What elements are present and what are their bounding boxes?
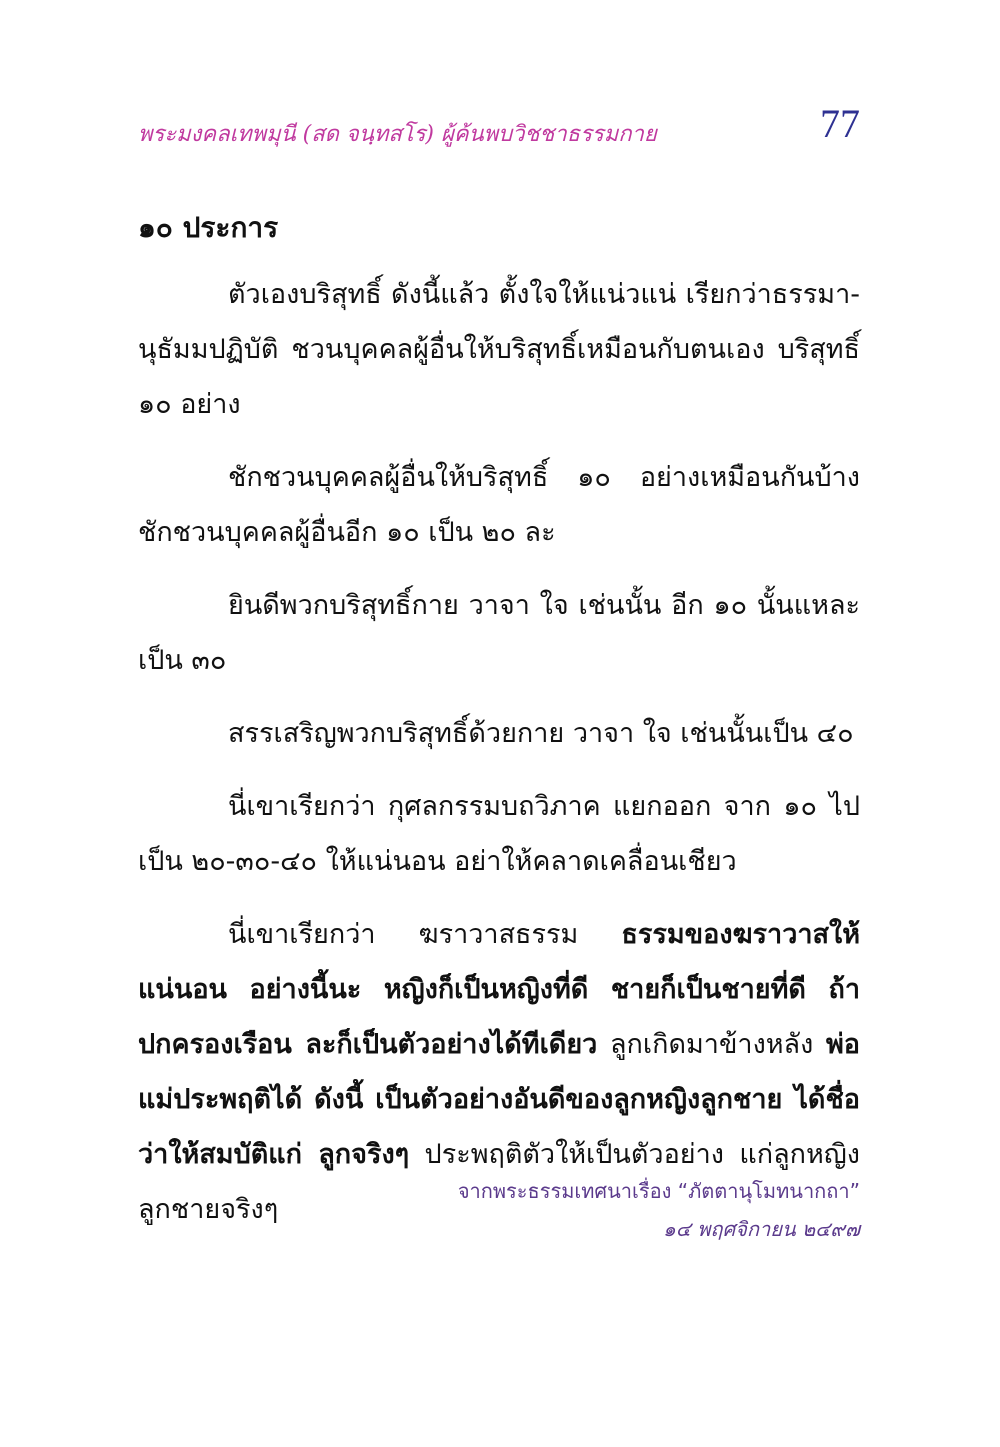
paragraph-6-text-2: ลูกเกิดมาข้างหลัง	[597, 1029, 826, 1060]
page-number: 77	[820, 101, 860, 146]
citation-source: จากพระธรรมเทศนาเรื่อง “ภัตตานุโมทนากถา”	[457, 1179, 860, 1203]
paragraph-6-bold-1: ธรรมของฆราวาสให้แน่นอน อย่างนี้นะ หญิงก็เป็นหญิงที่ดี ชายก็เป็นชายที่ดี ถ้าปกครองเรือน ละก็เป็นตัวอย่างได้ทีเดียว	[138, 919, 860, 1060]
section-heading: ๑๐ ประการ	[138, 211, 279, 244]
running-header-title: พระมงคลเทพมุนี (สด จนฺทสโร) ผู้ค้นพบวิชชาธรรมกาย	[138, 122, 657, 147]
source-citation	[458, 1172, 860, 1248]
paragraph-1: ตัวเองบริสุทธิ์ ดังนี้แล้ว ตั้งใจให้แน่วแน่ เรียกว่าธรรมา-นุธัมมปฏิบัติ ชวนบุคคลผู้อื่นให้บริสุทธิ์เหมือนกับตนเอง บริสุทธิ์ ๑๐ อย่าง	[138, 279, 860, 420]
citation-date: ๑๔ พฤศจิกายน ๒๔๙๗	[663, 1217, 860, 1241]
paragraph-2: ชักชวนบุคคลผู้อื่นให้บริสุทธิ์ ๑๐ อย่างเหมือนกันบ้าง ชักชวนบุคคลผู้อื่นอีก ๑๐ เป็น ๒๐ ละ	[138, 462, 860, 548]
paragraph-5: นี่เขาเรียกว่า กุศลกรรมบถวิภาค แยกออก จาก ๑๐ ไปเป็น ๒๐-๓๐-๔๐ ให้แน่นอน อย่าให้คลาดเคลื่อนเชียว	[138, 791, 860, 877]
main-text	[138, 200, 860, 1255]
paragraph-6-text-1: นี่เขาเรียกว่า ฆราวาสธรรม	[228, 919, 622, 950]
paragraph-6-text-3: ประพฤติตัวให้เป็นตัวอย่าง แก่ลูกหญิงลูกชายจริงๆ	[138, 1139, 860, 1225]
paragraph-6-bold-2: พ่อแม่ประพฤติได้ ดังนี้ เป็นตัวอย่างอันดีของลูกหญิงลูกชาย ได้ชื่อว่าให้สมบัติแก่ ลูกจริงๆ	[138, 1029, 860, 1170]
paragraph-3: ยินดีพวกบริสุทธิ์กาย วาจา ใจ เช่นนั้น อีก ๑๐ นั้นแหละ เป็น ๓๐	[138, 590, 860, 676]
paragraph-4: สรรเสริญพวกบริสุทธิ์ด้วยกาย วาจา ใจ เช่นนั้นเป็น ๔๐	[228, 718, 854, 749]
